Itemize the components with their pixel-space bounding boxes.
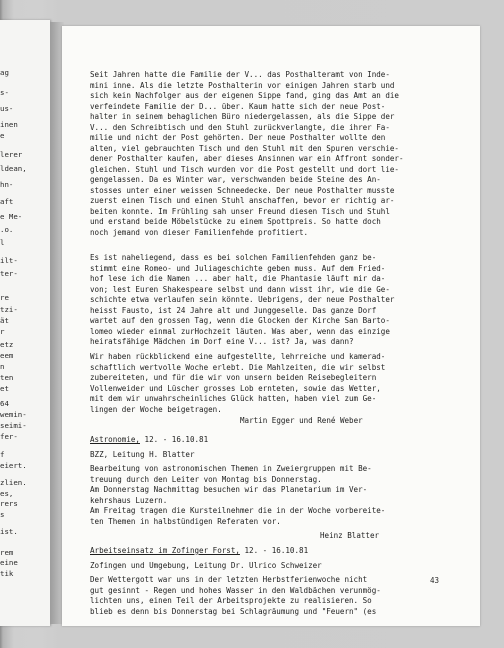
text-line: dener Posthalter kaufen, aber dieses Ansinnen war ein Affront sonder- <box>90 154 404 163</box>
left-fragment: ten <box>0 373 14 382</box>
section-date: 12. - 16.10.81 <box>239 546 309 555</box>
text-line: Zofingen und Umgebung, Leitung Dr. Ulrico Schweizer <box>90 561 322 570</box>
text-line: sich kein Nachfolger aus der eigenen Sippe fand, ging das Amt an die <box>90 91 399 100</box>
left-fragment: eine <box>0 558 18 567</box>
text-line: ten Themen in halbstündigen Referaten vor. <box>90 516 281 526</box>
section-heading-arbeitseinsatz <box>90 546 450 556</box>
text-line: Wir haben rückblickend eine aufgestellte, lehrreiche und kamerad- <box>90 352 386 361</box>
text-line: alten, viel gebrauchten Tisch und den Stuhl mit den Spuren verschie- <box>90 143 399 153</box>
text-line: heiratsfähige Mädchen im Dorf eine V... ist? Ja, was dann? <box>90 337 354 346</box>
left-fragment: zlien. <box>0 478 27 487</box>
section-title: Arbeitseinsatz im Zofinger Forst, <box>90 546 240 555</box>
text-line: lomeo wieder einmal zurHochzeit läuten. Was aber, wenn das einzige <box>90 326 390 336</box>
left-fragment: l <box>0 238 5 247</box>
text-line: Am Freitag tragen die Kursteilnehmer die in der Woche vorbereite- <box>90 506 386 515</box>
left-fragment: ilt- <box>0 256 18 265</box>
left-fragment: inen <box>0 120 18 129</box>
text-line: gut gesinnt - Regen und hohes Wasser in den Waldbächen verunmög- <box>90 585 381 595</box>
text-line: Es ist naheliegend, dass es bei solchen Familienfehden ganz be- <box>90 253 377 262</box>
text-line: von; lest Euren Shakespeare selbst und dann wisst ihr, wie die Ge- <box>90 284 390 294</box>
text-line: lichten uns, einen Teil der Arbeitsprojekte zu realisieren. So <box>90 596 372 605</box>
text-line: Der Wettergott war uns in der letzten Herbstferienwoche nicht <box>90 575 368 584</box>
text-line: schichte etwa verlaufen sein könnte. Uebrigens, der neue Posthalter <box>90 295 395 304</box>
left-fragment: n <box>0 362 5 371</box>
text-line: Bearbeitung von astronomischen Themen in Zweiergruppen mit Be- <box>90 464 372 473</box>
left-fragment: fer- <box>0 432 18 441</box>
text-line: verfeindete Familie der D... über. Kaum hatte sich der neue Post- <box>90 101 386 111</box>
text-line: halter in seinem behaglichen Büro niedergelassen, als die Sippe der <box>90 112 395 121</box>
signature: Heinz Blatter <box>320 531 380 540</box>
text-line: hof lese ich die Namen ... aber halt, die Phantasie läuft mir da- <box>90 274 386 283</box>
text-line: stimmt eine Romeo- und Juliageschichte geben muss. Auf dem Fried- <box>90 263 386 273</box>
text-line: mit dem wir unwahrscheinliches Glück hatten, haben viel zum Ge- <box>90 394 377 403</box>
text-line: Am Donnerstag Nachmittag besuchen wir das Planetarium im Ver- <box>90 485 368 494</box>
left-fragment: s <box>0 510 5 519</box>
left-fragment: wemin- <box>0 410 27 419</box>
left-fragment: rers <box>0 499 18 508</box>
left-fragment: .o. <box>0 225 14 234</box>
text-line: beiten konnte. Im Frühling sah unser Freund diesen Tisch und Stuhl <box>90 206 390 216</box>
right-page <box>62 26 480 626</box>
text-line: blieb es denn bis Donnerstag bei Schlagräumung und "Feuern" (es <box>90 606 377 616</box>
left-fragment: ag <box>0 68 9 77</box>
text-line: zuerst einen Tisch und einen Stuhl anschaffen, bevor er richtig ar- <box>90 196 395 205</box>
text-line: heisst Fausto, ist 24 Jahre alt und Junggeselle. Das ganze Dorf <box>90 305 377 315</box>
left-fragment: re <box>0 293 9 302</box>
text-line: Vollenweider und Lüscher grosses Lob ernteten, sowie das Wetter, <box>90 383 381 393</box>
text-line: gengelassen. Da es Winter war, verschwanden beide Steine des An- <box>90 175 381 184</box>
left-fragment: ät <box>0 316 9 325</box>
left-fragment: tzi- <box>0 305 18 314</box>
left-fragment: eiert. <box>0 461 27 470</box>
left-fragment: e Me- <box>0 212 23 221</box>
section-heading-astronomie <box>90 435 450 445</box>
text-line: milie und nicht der Post gehörten. Der neue Posthalter wollte den <box>90 133 386 142</box>
left-fragment: f <box>0 450 5 459</box>
section-title: Astronomie, <box>90 435 140 444</box>
left-fragment: hn- <box>0 180 14 189</box>
left-fragment: aft <box>0 197 14 206</box>
text-line: wartet auf den grossen Tag, wenn die Glocken der Kirche San Barto- <box>90 316 390 325</box>
left-fragment: es, <box>0 489 14 498</box>
text-line: gleichen. Stuhl und Tisch wurden vor die Post gestellt und dort lie- <box>90 164 399 174</box>
text-line: V... den Schreibtisch und den Stuhl zurückverlangte, die ihrer Fa- <box>90 122 390 132</box>
left-fragment: e <box>0 131 5 140</box>
left-fragment: ter- <box>0 269 18 278</box>
text-line: lingen der Woche beigetragen. <box>90 404 222 414</box>
text-line <box>90 238 450 248</box>
text-line: und erstand beide Möbelstücke zu einem Spottpreis. So hatte doch <box>90 217 381 226</box>
text-line: mini inne. Als die letzte Posthalterin vor einigen Jahren starb und <box>90 80 395 90</box>
text-line: stosses unter einer weissen Schneedecke. Der neue Posthalter musste <box>90 185 395 195</box>
page-number: 43 <box>430 576 440 585</box>
text-line: treuung durch den Leiter von Montag bis Donnerstag. <box>90 474 322 484</box>
text-line: schaftlich wertvolle Woche erlebt. Die Mahlzeiten, die wir selbst <box>90 362 386 372</box>
left-fragment: lerer <box>0 150 23 159</box>
text-line: kehrshaus Luzern. <box>90 495 168 505</box>
signature: Martin Egger und René Weber <box>240 415 363 425</box>
text-line: zubereiteten, und für die wir von unsern beiden Reisebegleitern <box>90 373 377 382</box>
left-fragment: eem <box>0 351 14 360</box>
left-fragment: us- <box>0 104 14 113</box>
left-fragment: r <box>0 327 5 336</box>
text-line: BZZ, Leitung H. Blatter <box>90 450 195 459</box>
section-date: 12. - 16.10.81 <box>139 435 209 444</box>
text-line: noch jemand von dieser Familienfehde profitiert. <box>90 227 309 237</box>
left-fragment: et <box>0 384 9 393</box>
left-fragment: etz <box>0 340 14 349</box>
text-line: Seit Jahren hatte die Familie der V... das Posthalteramt von Inde- <box>90 70 390 79</box>
left-fragment: tik <box>0 569 14 578</box>
left-fragment: ldean, <box>0 164 27 173</box>
left-page-edge <box>0 20 50 626</box>
left-fragment: rem <box>0 548 14 557</box>
left-fragment: seimi- <box>0 421 27 430</box>
left-fragment: 64 <box>0 399 9 408</box>
left-fragment: s- <box>0 88 9 97</box>
left-fragment: ist. <box>0 527 18 536</box>
